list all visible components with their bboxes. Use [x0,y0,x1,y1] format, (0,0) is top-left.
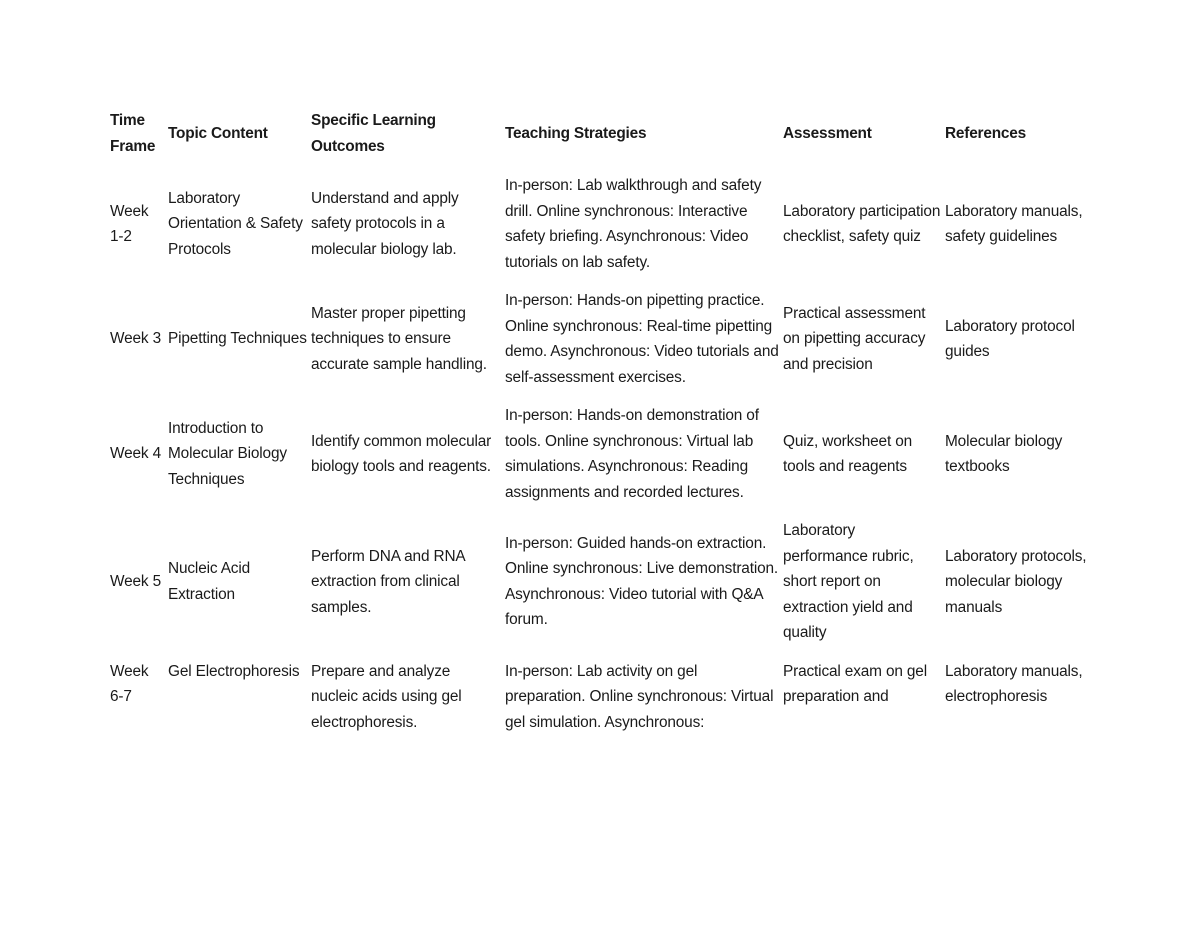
header-time-frame: Time Frame [110,112,156,155]
cell-topic-content: Laboratory Orientation & Safety Protocols [168,189,303,258]
cell-teaching-strategies: In-person: Lab walkthrough and safety drill. Online synchronous: Interactive safety briefing. Asynchronous: Video tutorials on lab safety. [505,177,762,271]
cell-teaching-strategies: In-person: Hands-on demonstration of tools. Online synchronous: Virtual lab simulations. Asynchronous: Reading assignments and recorded lectures. [505,407,759,501]
cell-topic-content: Pipetting Techniques [168,330,307,348]
cell-assessment: Practical assessment on pipetting accuracy and precision [783,304,926,373]
cell-topic-content: Nucleic Acid Extraction [168,560,251,603]
table-header [108,108,1092,173]
cell-teaching-strategies: In-person: Hands-on pipetting practice. Online synchronous: Real-time pipetting demo. Asynchronous: Video tutorials and self-assessment exercises. [505,292,779,386]
cell-references: Laboratory protocols, molecular biology manuals [945,547,1087,616]
cell-learning-outcomes: Understand and apply safety protocols in a molecular biology lab. [311,189,459,258]
header-teaching-strategies: Teaching Strategies [505,124,647,142]
cell-assessment: Laboratory performance rubric, short report on extraction yield and quality [783,522,914,641]
cell-references: Laboratory protocol guides [945,317,1075,360]
cell-teaching-strategies: In-person: Lab activity on gel preparation. Online synchronous: Virtual gel simulation. Asynchronous: [505,662,774,731]
cell-assessment: Laboratory participation checklist, safety quiz [783,202,941,245]
cell-topic-content: Gel Electrophoresis [168,662,300,680]
table-row [108,403,1092,518]
header-assessment: Assessment [783,124,872,142]
cell-learning-outcomes: Perform DNA and RNA extraction from clinical samples. [311,547,465,616]
curriculum-table [108,108,1092,748]
table-row [108,518,1092,659]
table-body [108,173,1092,748]
cell-time-frame: Week 3 [110,330,161,348]
cell-references: Laboratory manuals, safety guidelines [945,202,1083,245]
cell-time-frame: Week 5 [110,573,161,590]
cell-learning-outcomes: Master proper pipetting techniques to ensure accurate sample handling. [311,304,487,373]
cell-learning-outcomes: Prepare and analyze nucleic acids using gel electrophoresis. [311,662,462,731]
cell-teaching-strategies: In-person: Guided hands-on extraction. Online synchronous: Live demonstration. Asynchronous: Video tutorial with Q&A forum. [505,534,779,629]
header-row [108,108,1092,173]
header-topic-content: Topic Content [168,124,268,142]
table-row [108,659,1092,749]
header-learning-outcomes: Specific Learning Outcomes [311,112,436,155]
table-row [108,173,1092,288]
cell-time-frame: Week 4 [110,445,161,463]
cell-learning-outcomes: Identify common molecular biology tools and reagents. [311,432,492,475]
cell-topic-content: Introduction to Molecular Biology Techniques [168,419,287,488]
cell-references: Molecular biology textbooks [945,432,1063,475]
cell-assessment: Practical exam on gel preparation and [783,662,927,705]
header-references: References [945,124,1026,142]
cell-references: Laboratory manuals, electrophoresis [945,662,1083,705]
cell-time-frame: Week 1-2 [110,202,149,245]
cell-time-frame: Week 6-7 [110,662,149,705]
table-row [108,288,1092,403]
cell-assessment: Quiz, worksheet on tools and reagents [783,432,913,475]
